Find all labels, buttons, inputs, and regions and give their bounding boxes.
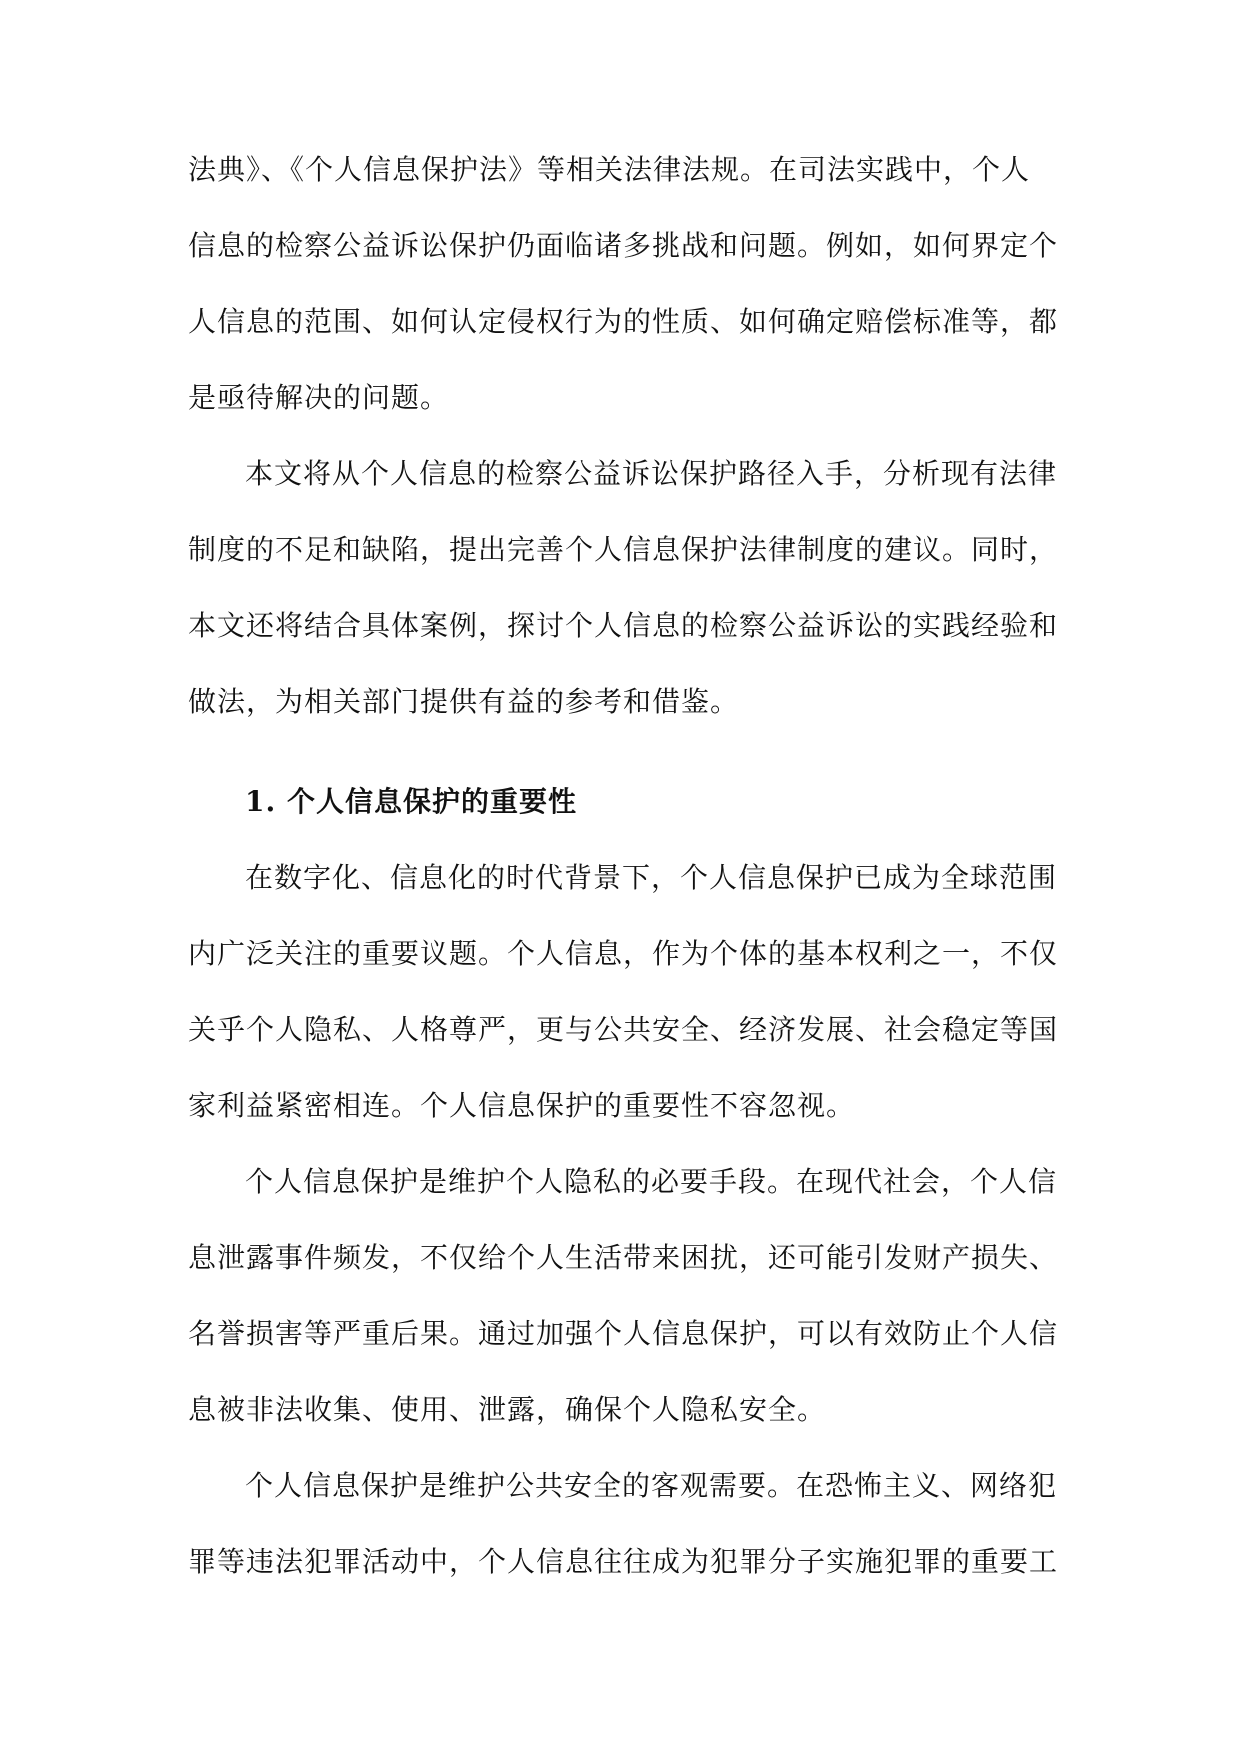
text-line: 内广泛关注的重要议题。个人信息，作为个体的基本权利之一，不仅 [188,937,1059,970]
text-line: 制度的不足和缺陷，提出完善个人信息保护法律制度的建议。同时， [188,533,1059,566]
text-line: 家利益紧密相连。个人信息保护的重要性不容忽视。 [188,1089,856,1122]
text-line: 信息的检察公益诉讼保护仍面临诸多挑战和问题。例如，如何界定个 [188,229,1059,262]
text-line: 做法，为相关部门提供有益的参考和借鉴。 [188,685,740,718]
paragraph-first-line: 个人信息保护是维护个人隐私的必要手段。在现代社会，个人信 [245,1165,1058,1198]
text-line: 是亟待解决的问题。 [188,381,450,414]
text-line: 息被非法收集、使用、泄露，确保个人隐私安全。 [188,1393,827,1426]
text-line: 罪等违法犯罪活动中，个人信息往往成为犯罪分子实施犯罪的重要工 [188,1545,1059,1578]
text-line: 本文还将结合具体案例，探讨个人信息的检察公益诉讼的实践经验和 [188,609,1059,642]
body-text [188,140,1068,1608]
paragraph-first-line: 个人信息保护是维护公共安全的客观需要。在恐怖主义、网络犯 [245,1469,1058,1502]
text-line: 名誉损害等严重后果。通过加强个人信息保护，可以有效防止个人信 [188,1317,1059,1350]
paragraph-first-line: 本文将从个人信息的检察公益诉讼保护路径入手，分析现有法律 [245,457,1058,490]
text-line: 法典》、《个人信息保护法》等相关法律法规。在司法实践中，个人 [188,153,1031,186]
text-line: 人信息的范围、如何认定侵权行为的性质、如何确定赔偿标准等，都 [188,305,1059,338]
paragraph-first-line: 在数字化、信息化的时代背景下，个人信息保护已成为全球范围 [245,861,1058,894]
section-heading: 1. 个人信息保护的重要性 [245,785,577,818]
text-line: 关乎个人隐私、人格尊严，更与公共安全、经济发展、社会稳定等国 [188,1013,1059,1046]
text-line: 息泄露事件频发，不仅给个人生活带来困扰，还可能引发财产损失、 [188,1241,1059,1274]
